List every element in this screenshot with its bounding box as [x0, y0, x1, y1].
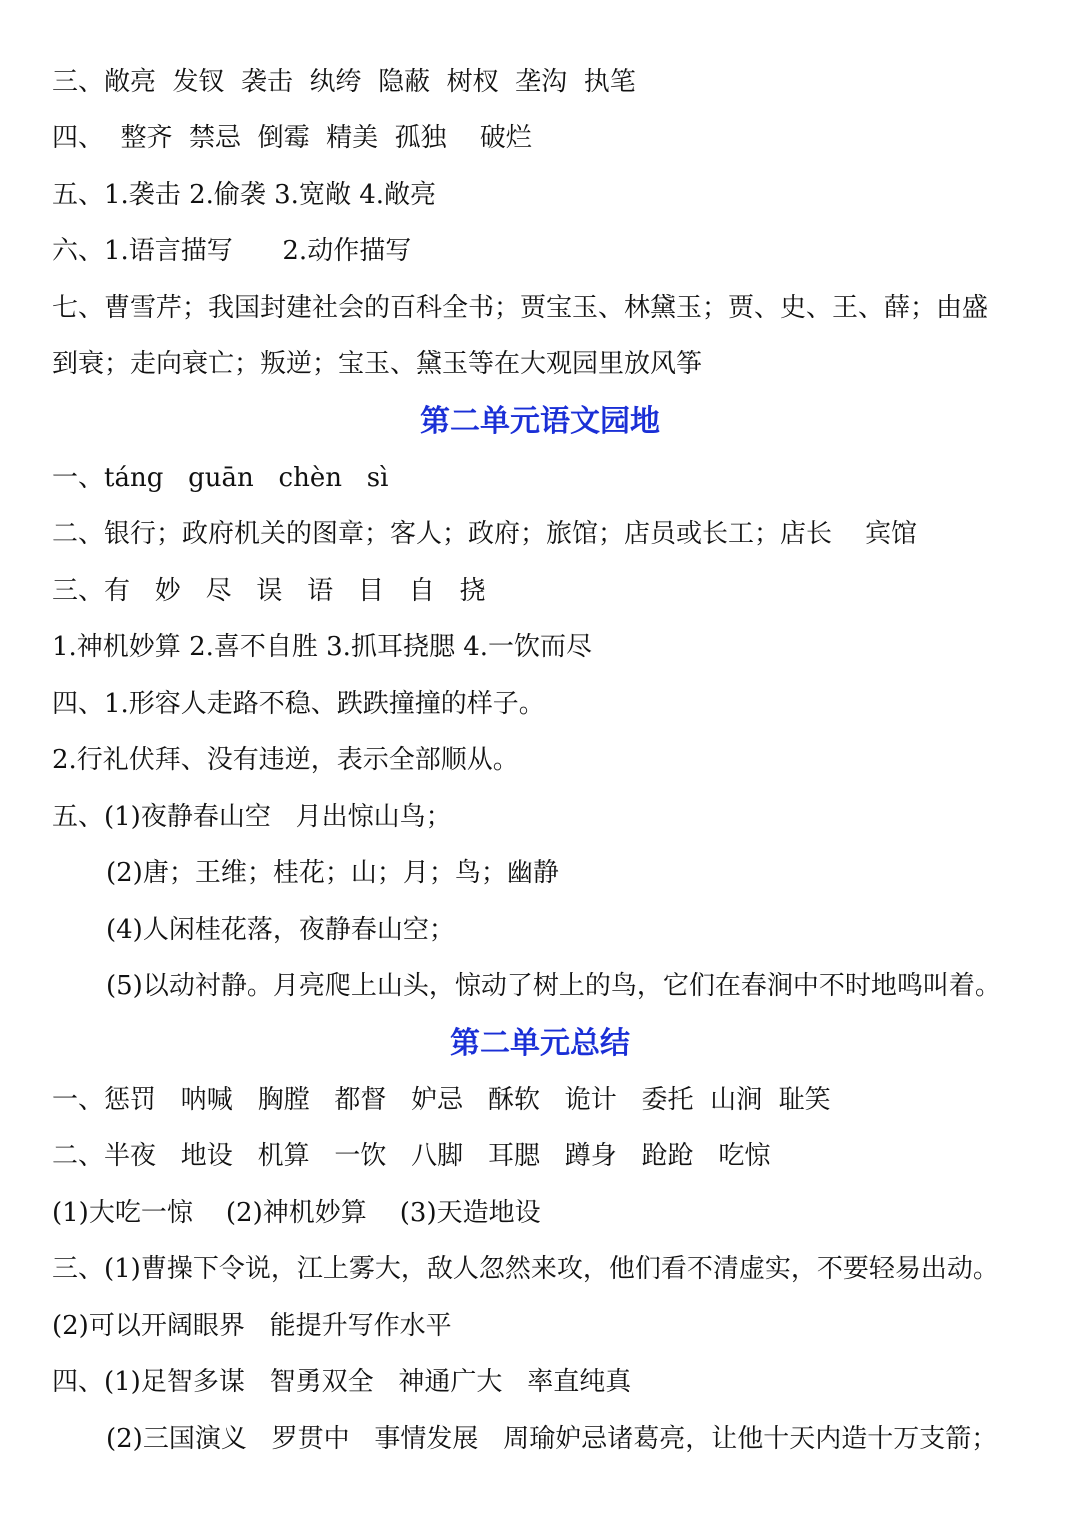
summary-line-4-2: (2)三国演义 罗贯中 事情发展 周瑜妒忌诸葛亮，让他十天内造十万支箭； [106, 1424, 998, 1454]
section-title-summary: 第二单元总结 [450, 1026, 630, 1061]
summary-line-2: 二、半夜 地设 机算 一饮 八脚 耳腮 蹲身 跄跄 吃惊 [52, 1141, 771, 1171]
answer-line-7-cont: 到衰；走向衰亡；叛逆；宝玉、黛玉等在大观园里放风筝 [52, 349, 703, 379]
summary-line-1: 一、惩罚 呐喊 胸膛 都督 妒忌 酥软 诡计 委托 山涧 耻笑 [52, 1085, 831, 1115]
garden-line-4-sub: 2.行礼伏拜、没有违逆，表示全部顺从。 [52, 745, 519, 775]
garden-line-3: 三、有 妙 尽 误 语 目 自 挠 [52, 576, 486, 606]
summary-line-3: 三、(1)曹操下令说，江上雾大，敌人忽然来攻，他们看不清虚实，不要轻易出动。 [52, 1254, 999, 1284]
answer-line-3: 三、敞亮 发钗 袭击 纨绔 隐蔽 树杈 垄沟 执笔 [52, 67, 636, 97]
garden-line-5: 五、(1)夜静春山空 月出惊山鸟； [52, 802, 452, 832]
summary-line-4: 四、(1)足智多谋 智勇双全 神通广大 率直纯真 [52, 1367, 632, 1397]
garden-line-5-4: (4)人闲桂花落，夜静春山空； [106, 915, 455, 945]
garden-line-4: 四、1.形容人走路不稳、跌跌撞撞的样子。 [52, 689, 545, 719]
section-title-garden: 第二单元语文园地 [420, 404, 660, 439]
summary-line-2-sub: (1)大吃一惊 (2)神机妙算 (3)天造地设 [52, 1198, 541, 1228]
answer-line-4: 四、 整齐 禁忌 倒霉 精美 孤独 破烂 [52, 123, 532, 153]
summary-line-3-sub: (2)可以开阔眼界 能提升写作水平 [52, 1311, 452, 1341]
garden-line-5-5: (5)以动衬静。月亮爬上山头，惊动了树上的鸟，它们在春涧中不时地鸣叫着。 [106, 971, 1001, 1001]
answer-line-6: 六、1.语言描写 2.动作描写 [52, 236, 412, 266]
garden-line-3-sub: 1.神机妙算 2.喜不自胜 3.抓耳挠腮 4.一饮而尽 [52, 632, 593, 662]
garden-line-5-2: (2)唐；王维；桂花；山；月；鸟；幽静 [106, 858, 559, 888]
garden-line-1: 一、táng guān chèn sì [52, 463, 389, 493]
answer-line-7: 七、曹雪芹；我国封建社会的百科全书；贾宝玉、林黛玉；贾、史、王、薛；由盛 [52, 293, 989, 323]
garden-line-2: 二、银行；政府机关的图章；客人；政府；旅馆；店员或长工；店长 宾馆 [52, 519, 918, 549]
answer-line-5: 五、1.袭击 2.偷袭 3.宽敞 4.敞亮 [52, 180, 437, 210]
